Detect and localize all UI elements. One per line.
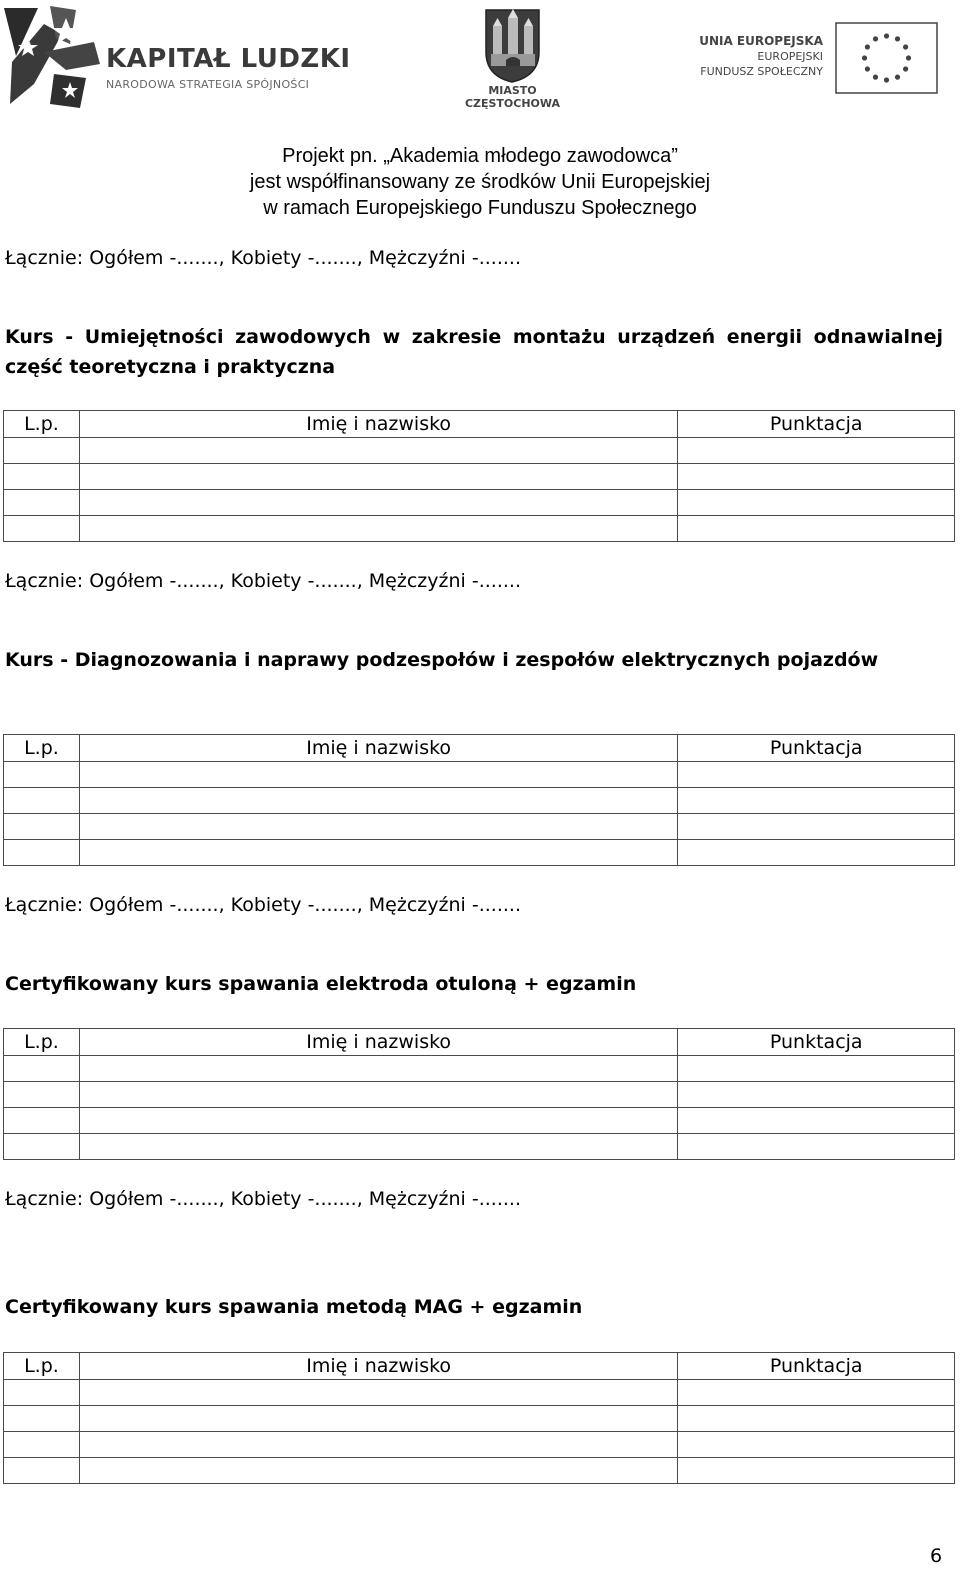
eu-star-icon <box>895 75 900 80</box>
table-row <box>4 464 955 490</box>
cell-lp[interactable] <box>4 814 80 840</box>
summary-line: Łącznie: Ogółem -......., Kobiety -......., Mężczyźni -....... <box>5 570 521 592</box>
eu-star-icon <box>906 55 911 60</box>
cell-score[interactable] <box>678 1134 955 1160</box>
course-title: Certyfikowany kurs spawania metodą MAG + egzamin <box>5 1296 583 1318</box>
kapital-ludzki-title: KAPITAŁ LUDZKI <box>106 44 351 74</box>
eu-star-icon <box>903 66 908 71</box>
eu-star-icon <box>873 36 878 41</box>
cell-name[interactable] <box>79 762 678 788</box>
cell-score[interactable] <box>678 464 955 490</box>
czestochowa-logo <box>460 6 565 116</box>
header-name: Imię i nazwisko <box>79 735 678 762</box>
score-table <box>3 734 955 866</box>
cell-name[interactable] <box>79 1432 678 1458</box>
header-lp: L.p. <box>4 1353 80 1380</box>
cell-lp[interactable] <box>4 1380 80 1406</box>
cell-lp[interactable] <box>4 840 80 866</box>
table-row <box>4 840 955 866</box>
table-row <box>4 1406 955 1432</box>
cell-name[interactable] <box>79 464 678 490</box>
table-row <box>4 1134 955 1160</box>
table-row <box>4 788 955 814</box>
table-row <box>4 762 955 788</box>
logo-bar <box>0 0 960 120</box>
table-row <box>4 438 955 464</box>
table-row <box>4 814 955 840</box>
cell-score[interactable] <box>678 1056 955 1082</box>
score-table <box>3 1028 955 1160</box>
cell-score[interactable] <box>678 438 955 464</box>
table-row <box>4 1108 955 1134</box>
cell-score[interactable] <box>678 840 955 866</box>
table-header-row <box>4 735 955 762</box>
cell-lp[interactable] <box>4 788 80 814</box>
cell-name[interactable] <box>79 1458 678 1484</box>
header-score: Punktacja <box>678 1353 955 1380</box>
eu-star-icon <box>884 33 889 38</box>
cell-lp[interactable] <box>4 1056 80 1082</box>
eu-line3: FUNDUSZ SPOŁECZNY <box>700 65 823 78</box>
header-lp: L.p. <box>4 735 80 762</box>
cell-score[interactable] <box>678 1458 955 1484</box>
summary-line: Łącznie: Ogółem -......., Kobiety -......., Mężczyźni -....... <box>5 247 521 269</box>
cell-lp[interactable] <box>4 464 80 490</box>
eu-star-icon <box>895 36 900 41</box>
kapital-ludzki-subtitle: NARODOWA STRATEGIA SPÓJNOŚCI <box>106 78 310 91</box>
cell-name[interactable] <box>79 788 678 814</box>
summary-line: Łącznie: Ogółem -......., Kobiety -......., Mężczyźni -....... <box>5 1188 521 1210</box>
table-row <box>4 1432 955 1458</box>
header-lp: L.p. <box>4 411 80 438</box>
table-row <box>4 1082 955 1108</box>
cell-name[interactable] <box>79 1406 678 1432</box>
cell-name[interactable] <box>79 1108 678 1134</box>
cell-name[interactable] <box>79 1056 678 1082</box>
table-row <box>4 1380 955 1406</box>
cell-name[interactable] <box>79 438 678 464</box>
table-header-row <box>4 1353 955 1380</box>
cell-score[interactable] <box>678 1380 955 1406</box>
eu-star-icon <box>903 44 908 49</box>
cell-score[interactable] <box>678 1108 955 1134</box>
project-header <box>0 143 960 221</box>
cell-score[interactable] <box>678 814 955 840</box>
course-title: Certyfikowany kurs spawania elektroda otuloną + egzamin <box>5 973 637 995</box>
eu-star-icon <box>873 75 878 80</box>
kapital-ludzki-emblem-icon <box>4 4 104 114</box>
cell-lp[interactable] <box>4 1432 80 1458</box>
table-row <box>4 516 955 542</box>
city-coat-of-arms-icon <box>460 6 565 84</box>
table-header-row <box>4 1029 955 1056</box>
eu-logo <box>685 22 945 97</box>
cell-score[interactable] <box>678 1432 955 1458</box>
cell-lp[interactable] <box>4 1134 80 1160</box>
cell-score[interactable] <box>678 762 955 788</box>
cell-score[interactable] <box>678 788 955 814</box>
project-header-line1: Projekt pn. „Akademia młodego zawodowca” <box>282 145 678 167</box>
eu-star-icon <box>865 66 870 71</box>
cell-name[interactable] <box>79 814 678 840</box>
cell-name[interactable] <box>79 490 678 516</box>
cell-name[interactable] <box>79 840 678 866</box>
score-table <box>3 410 955 542</box>
kapital-ludzki-logo <box>4 4 349 114</box>
header-name: Imię i nazwisko <box>79 1353 678 1380</box>
course-title: Kurs - Umiejętności zawodowych w zakresie montażu urządzeń energii odnawialnej część teoretyczna i praktyczna <box>5 326 943 378</box>
cell-lp[interactable] <box>4 516 80 542</box>
header-name: Imię i nazwisko <box>79 1029 678 1056</box>
eu-text <box>699 34 823 79</box>
table-header-row <box>4 411 955 438</box>
table-row <box>4 1056 955 1082</box>
eu-star-icon <box>865 44 870 49</box>
city-label-line1: MIASTO <box>488 84 537 97</box>
table-row <box>4 490 955 516</box>
header-lp: L.p. <box>4 1029 80 1056</box>
eu-line1: UNIA EUROPEJSKA <box>699 34 823 48</box>
project-header-line3: w ramach Europejskiego Funduszu Społecznego <box>263 197 697 219</box>
cell-name[interactable] <box>79 1082 678 1108</box>
summary-line: Łącznie: Ogółem -......., Kobiety -......., Mężczyźni -....... <box>5 894 521 916</box>
table-row <box>4 1458 955 1484</box>
cell-score[interactable] <box>678 490 955 516</box>
cell-lp[interactable] <box>4 1108 80 1134</box>
eu-line2: EUROPEJSKI <box>757 50 823 63</box>
header-name: Imię i nazwisko <box>79 411 678 438</box>
cell-lp[interactable] <box>4 762 80 788</box>
city-label-line2: CZĘSTOCHOWA <box>464 97 561 110</box>
cell-lp[interactable] <box>4 1406 80 1432</box>
cell-lp[interactable] <box>4 1458 80 1484</box>
cell-score[interactable] <box>678 1082 955 1108</box>
page-number: 6 <box>930 1545 943 1567</box>
cell-lp[interactable] <box>4 1082 80 1108</box>
cell-name[interactable] <box>79 516 678 542</box>
eu-star-icon <box>862 55 867 60</box>
cell-lp[interactable] <box>4 438 80 464</box>
header-score: Punktacja <box>678 735 955 762</box>
header-score: Punktacja <box>678 1029 955 1056</box>
eu-star-icon <box>884 77 889 82</box>
cell-name[interactable] <box>79 1380 678 1406</box>
project-header-line2: jest współfinansowany ze środków Unii Europejskiej <box>249 171 711 193</box>
cell-lp[interactable] <box>4 490 80 516</box>
eu-flag-icon <box>835 22 938 94</box>
city-label <box>460 84 565 110</box>
score-table <box>3 1352 955 1484</box>
cell-name[interactable] <box>79 1134 678 1160</box>
cell-score[interactable] <box>678 1406 955 1432</box>
header-score: Punktacja <box>678 411 955 438</box>
cell-score[interactable] <box>678 516 955 542</box>
course-title: Kurs - Diagnozowania i naprawy podzespołów i zespołów elektrycznych pojazdów <box>5 649 879 671</box>
